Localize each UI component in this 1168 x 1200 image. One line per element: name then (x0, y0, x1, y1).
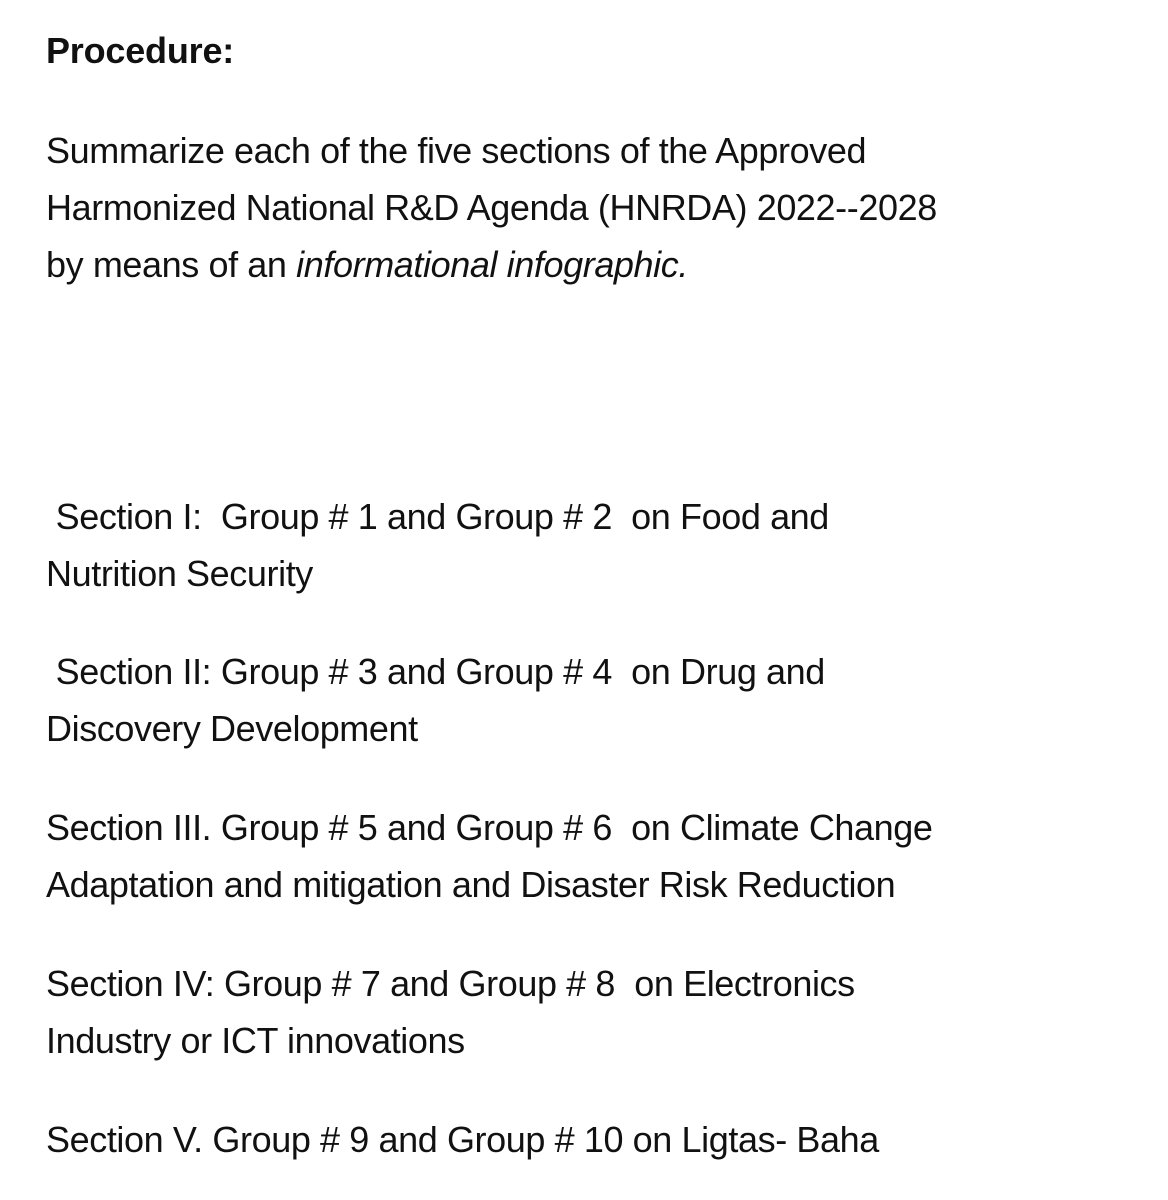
section-4-assignment (46, 955, 1146, 1069)
section-line-1: Section V. Group # 9 and Group # 10 on Ligtas- Baha (46, 1119, 879, 1160)
section-line-1: Section III. Group # 5 and Group # 6 on Climate Change (46, 807, 933, 848)
instructions-emphasis: informational infographic. (296, 244, 688, 285)
instructions-line-1: Summarize each of the five sections of the Approved (46, 130, 867, 171)
section-5-assignment (46, 1111, 1146, 1168)
procedure-heading: Procedure: (46, 30, 235, 71)
section-3-assignment (46, 799, 1146, 913)
section-2-assignment (46, 643, 1146, 757)
instructions-line-3-text: by means of an (46, 244, 297, 285)
section-line-2: Nutrition Security (46, 553, 313, 594)
section-line-2: Discovery Development (46, 708, 418, 749)
section-line-1: Section II: Group # 3 and Group # 4 on Drug and (46, 651, 825, 692)
section-1-assignment (46, 488, 1146, 602)
section-line-1: Section I: Group # 1 and Group # 2 on Food and (46, 496, 829, 537)
instructions-line-2: Harmonized National R&D Agenda (HNRDA) 2022--2028 (46, 187, 937, 228)
instructions-line-3 (46, 236, 1146, 293)
procedure-instructions (46, 122, 1146, 293)
section-line-2: Adaptation and mitigation and Disaster Risk Reduction (46, 864, 896, 905)
section-line-2: Industry or ICT innovations (46, 1020, 465, 1061)
section-line-1: Section IV: Group # 7 and Group # 8 on Electronics (46, 963, 855, 1004)
